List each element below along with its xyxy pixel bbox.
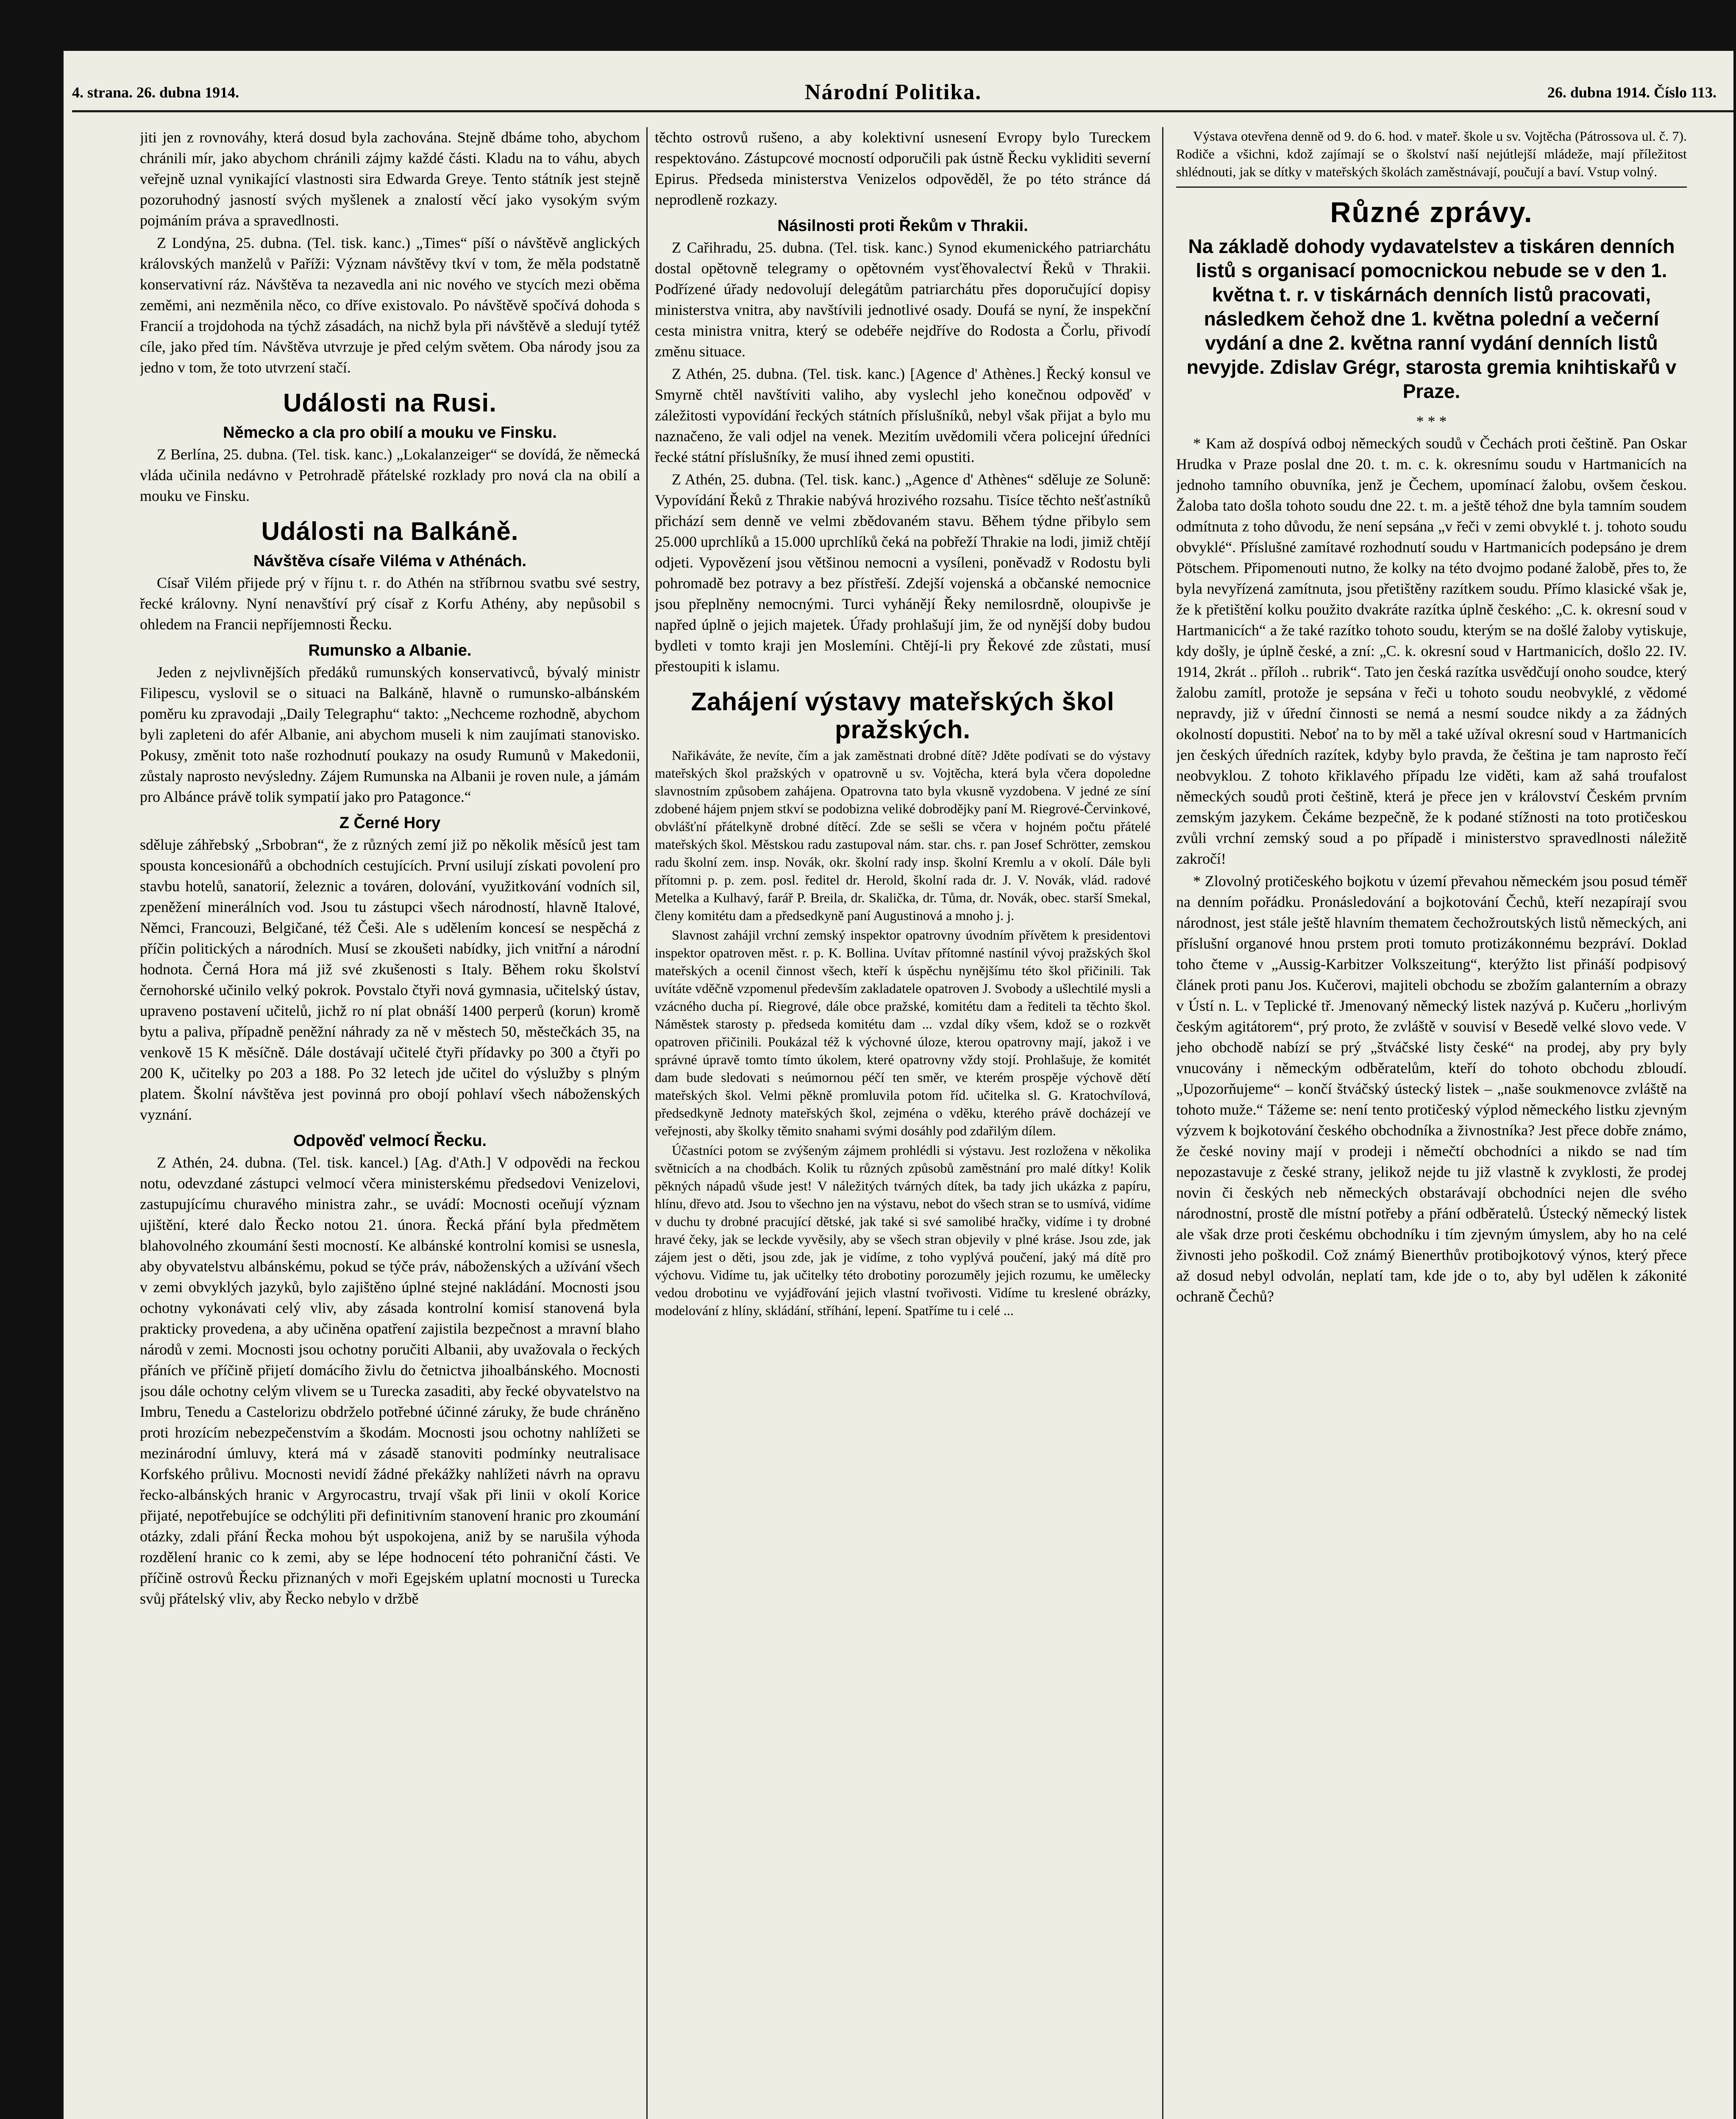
article-heading: Rumunsko a Albanie.: [308, 642, 472, 659]
article-paragraph: Z Athén, 25. dubna. (Tel. tisk. kanc.) „Agence d' Athènes“ sděluje ze Soluně: Vypovídání Řeků z Thrakie nabývá hrozivého rozsahu. Tisíce těchto nešťastníků přichází sem denně ve velmi zbědovaném stavu. Během týdne přibylo sem 25.000 uprchlíků a 15.000 uprchlíků čeká na pobřeží Thrakie na lodi, jimiž chtějí odjeti. Vypovězení jsou většinou nemocni a vysíleni, poněvadž v Rodostu byli pohromadě bez potravy a bez přístřeší. Zdejší vojenská a občanské nemocnice jsou přeplněny nemocnými. Turci vyhánějí Řeky nemilosrdně, oloupivše je napřed úplně o jejich majetek. Úřady prohlašují jim, že od nynější doby budou bydleti v tomto kraji jen Moslemíni. Chtějí-li pry Řekové zde zůstati, musí přestoupiti k islamu.: [655, 471, 1151, 675]
article-paragraph: Nařikáváte, že nevíte, čím a jak zaměstnati drobné dítě? Jděte podívati se do výstavy mateřských škol pražských v opatrovně u sv. Vojtěcha, která byla včera dopoledne slavnostním způsobem zahájena. Opatrovna tato byla vkusně vyzdobena. V jedné ze síní zdobené hájem pnjem stkví se podobizna veliké dobrodějky paní M. Riegrové-Červinkové, obvlášťní přátelkyně drobné dítěcí. Zde se sešli se včera v hojném počtu přátelé mateřských škol. Městskou radu zastupoval nám. star. chs. r. pan Josef Schrötter, zemskou radu školní zem. insp. Novák, okr. školní rady insp. školní Kremlu a v okolí. Dále byli přítomni p. p. zem. posl. ředitel dr. Herold, školní rada dr. J. V. Novák, vlád. radové Metelka a Kulhavý, farář P. Breila, dr. Skalička, dr. Tůma, dr. Novák, obec. starší Smekal, členy komitétu dam a předsedkyně paní Augustinová a mnoho j. j.: [655, 748, 1151, 923]
newspaper-title: Národní Politika.: [804, 80, 982, 104]
separator-stars: * * *: [1416, 413, 1447, 430]
article-heading: Odpověď velmocí Řecku.: [293, 1132, 487, 1150]
article-paragraph: sděluje záhřebský „Srbobran“, že z různých zemí již po několik měsíců jest tam spousta koncesionářů a obchodních cestujících. První usilují získati povolení pro stavbu hotelů, sanatorií, železnic a továren, dolování, využitkování vodních sil, zpeněžení minerálních vod. Jsou tu zástupci všech národností, hlavně Italové, Němci, Francouzi, Belgičané, též Češi. Ale s udělením koncesí se nespěchá z příčin politických a národních. Musí se zkoušeti nabídky, jich vnitřní a národní hodnota. Černá Hora má již své zkušenosti s Italy. Během roku školství černohorské učinilo velký pokrok. Povstalo čtyři nová gymnasia, učitelský ústav, upraveno postavení učitelů, jichž ro ní plat obnáší 1400 perperů (korun) kromě bytu a paliva, případně peněžní náhrady za ně v městech 50, městečkách 35, na venkově 15 K měsíčně. Dále dostávají učitelé čtyři přídavky po 300 a čtyři po 200 K, učitelky po 203 a 188. Po 32 letech jde učitel do výslužby s plným platem. Školní návštěva jest povinná pro obojí pohlaví všech náboženských vyznání.: [140, 836, 640, 1123]
exhibition-notice: Výstava otevřena denně od 9. do 6. hod. v mateř. škole u sv. Vojtěcha (Pátrossova ul. č. 7). Rodiče a všichni, kdož zajímají se o školství naší nejútlejší mládeže, mají příležitost shlédnouti, jak se dítky v mateřských školách zaměstnávají, poučují a baví. Vstup volný.: [1176, 127, 1687, 188]
column-1: [140, 127, 640, 2119]
article-paragraph: Císař Vilém přijede prý v říjnu t. r. do Athén na stříbrnou svatbu své sestry, řecké královny. Nyní nenavštíví prý císař z Korfu Athény, aby nepůsobil s ohledem na Francii nepříjemnosti Řecku.: [140, 574, 640, 633]
column-2: [655, 127, 1151, 2119]
printers-notice: Na základě dohody vydavatelstev a tiskáren denních listů s organisací pomocnickou nebude se v den 1. května t. r. v tiskárnách denních listů pracovati, následkem čehož dne 1. května polední a večerní vydání a dne 2. května ranní vydání denních listů nevyjde. Zdislav Grégr, starosta gremia knihtiskařů v Praze.: [1186, 235, 1677, 402]
article-heading: Německo a cla pro obilí a mouku ve Finsku.: [223, 424, 557, 442]
article-heading: Z Černé Hory: [339, 814, 441, 832]
section-heading-balkan: Události na Balkáně.: [261, 517, 519, 545]
article-paragraph: těchto ostrovů rušeno, a aby kolektivní usnesení Evropy bylo Tureckem respektováno. Zástupcové mocností odporučili pak ústně Řecku vykliditi severní Epirus. Předseda ministerstva Venizelos odpověděl, že po této stránce dá neprodleně rozkazy.: [655, 129, 1151, 208]
article-heading: Násilnosti proti Řekům v Thrakii.: [777, 217, 1028, 235]
article-paragraph: Z Athén, 25. dubna. (Tel. tisk. kanc.) [Agence d' Athènes.] Řecký konsul ve Smyrně chtěl navštíviti valiho, aby vyslechl jeho konečnou odpověď v záležitosti vypovídání řeckých státních příslušníků, nebyl však přijat a bylo mu naznačeno, že vali odjel na venek. Mezitím uvědomili včera policejní úředníci řecké státní příslušníky, že musí ihned zemi opustiti.: [655, 365, 1151, 465]
column-rule: [1162, 127, 1163, 2119]
article-paragraph: Z Londýna, 25. dubna. (Tel. tisk. kanc.) „Times“ píší o návštěvě anglických královských manželů v Paříži: Význam návštěvy tkví v tom, že měla podstatně konservativní ráz. Návštěva ta nezavedla ani nic nového ve stycích mezi oběma zeměmi, ani nezměnila něco, co dříve existovalo. Po návštěvě spočívá dohoda s Francií a trojdohoda na týchž zásadách, na nichž byla při návštěvě a sledují tytéž cíle, jako před tím. Návštěva utvrzuje je před celým světem. Oba národy jsou za jedno v tom, že toto utvrzení stačí.: [140, 234, 640, 376]
article-paragraph: jiti jen z rovnováhy, která dosud byla zachována. Stejně dbáme toho, abychom chránili mír, jako abychom chránili zájmy každé části. Kladu na to váhu, abych veřejně uznal vynikající vlastnosti sira Edwarda Greye. Tento státník jest stejně pozoruhodný jasností svých myšlenek a znalostí věcí jako vysokým svým pojmáním práva a spravedlnosti.: [140, 129, 640, 229]
column-3: [1176, 127, 1687, 2119]
section-heading-rusi: Události na Rusi.: [283, 389, 497, 417]
article-paragraph: * Kam až dospívá odboj německých soudů v Čechách proti češtině. Pan Oskar Hrudka v Praze poslal dne 20. t. m. c. k. okresnímu soudu v Hartmanicích na jednoho tamního obuvníka, jenž je Čechem, upomínací žalobu, ovšem českou. Žaloba tato došla tohoto soudu dne 22. t. m. a ještě téhož dne byla tamním soudem odmítnuta z toho důvodu, že není sepsána „v řeči v zemi obvyklé t. j. tohoto soudu obvyklé“. Příslušné zamítavé rozhodnutí soudu v Hartmanicích podepsáno je drem Pötschem. Připomenouti nutno, že kolky na této dvojmo podané žalobě, přes to, že byla nevyřízená zamítnuta, jsou přetištěny razítkem soudu. Přímo klasické však je, že k přetištění kolku použito dvakráte razítka úplně českého: „C. k. okresní soud v Hartmanicích“ a že také razítko tohoto soudu, kterým se na došlé žaloby vytiskuje, kdy došly, je úplně české, a zní: „C. k. okresní soud v Hartmanicích, došlo 22. IV. 1914, 2krát .. příloh .. rubrik“. Tato jen česká razítka usvědčují onoho soudce, který žalobu zamítl, protože je sepsána v řeči u tohoto soudu neobvyklé, z vědomé nepravdy, již v úřední činnosti se nemá a nesmí soudce nikdy a za žádných okolností dopustiti. Neboť na to by měl a také užíval okresní soud v Hartmanicích jen českých úředních razítek, kdyby bylo pravda, že čeština je tam naprosto řečí neobvyklou. Z tohoto křiklavého případu lze viděti, kam až sahá troufalost německých soudů proti češtině, která je přece jen v království Českém prvním zemským jazykem. Čekáme bezpečně, že k podané stížnosti na toto protičeskou zvůli vrchní zemský soud a po případě i ministerstvo spravedlnosti náležitě zakročí!: [1176, 435, 1687, 867]
article-paragraph: Jeden z nejvlivnějších předáků rumunských konservativců, bývalý ministr Filipescu, vyslovil se o situaci na Balkáně, hlavně o rumunsko-albánském poměru ku zpravodaji „Daily Telegraphu“ takto: „Nechceme rozhodně, abychom byli zapleteni do afér Albanie, ani abychom museli k nim zaujímati stanovisko. Pokusy, změnit toto naše rozhodnutí poukazy na osudy Rumunů v Makedonii, zůstaly naprosto nevýsledny. Zájem Rumunska na Albanii je roven nule, a jámám pro Albánce právě tolik sympatií jako pro Patagonce.“: [140, 664, 640, 805]
masthead-right: 26. dubna 1914. Číslo 113.: [1547, 83, 1717, 101]
article-paragraph: Slavnost zahájil vrchní zemský inspektor opatrovny úvodním přívětem k presidentovi inspektor opatroven měst. r. p. K. Bollina. Uvítav přítomné nastínil vývoj pražských škol mateřských a ocenil činnost všech, kteří k úspěchu nynějšímu této škol přičinili. Tak uvítáte vděčně vzpomenul především zakladatele opatroven J. Svobody a ušlechtilé mysli a vzácného ducha pí. Riegrové, dále obce pražské, komitétu dam a řediteli ta těchto škol. Náměstek starosty p. předseda komitétu dam ... vzdal díky všem, kdož se o rozkvět opatroven přičinili. Poukázal též k výchovné úloze, kterou opatrovny mají, jakož i ve správné úpravě tomto tímto úkolem, které opatrovny vždy stojí. Prohlašuje, že komitét dam bude sledovati s neúmornou péčí ten směr, ve kterém prospěje výchově dětí mateřských škol. Velmi pěkně promluvila potom říd. učitelka sl. G. Kratochvílová, předsedkyně Jednoty mateřských škol, zejména o vděku, kterého právě docházejí ve veřejnosti, aby školky těmito snahami svými dosáhly pod zdařilým dílem.: [655, 927, 1151, 1138]
article-paragraph: * Zlovolný protičeského bojkotu v území převahou německém jsou posud téměř na denním pořádku. Pronásledování a bojkotování Čechů, kteří nezapírají svou národnost, jest stále ještě hlavním thematem čechožroutských listů německých, ani příslušní organové hnou prstem proti tomuto protizákonnému bezpráví. Doklad toho čteme v „Aussig-Karbitzer Volkszeitung“, kterýžto list přináší podpisový článek proti panu Jos. Kučerovi, majiteli obchodu se zbožím galanterním a obrazy v Ústí n. L. v Teplické tř. Jmenovaný německý listek nazývá p. Kučeru „horlivým českým agitátorem“, prý proto, že zvláště v souvisí v Besedě velké slovo vede. V jeho obchodě nabízí se prý „štváčské listy české“ na prodej, aby pry byly vnucovány i německým odběratelům, kteří do tohoto obchodu zbloudí. „Upozorňujeme“ – končí štváčský ústecký listek – „naše soukmenovce zvláště na tohoto muže.“ Tážeme se: není tento protičeský výplod německého listku zjevným výzvem k bojkotování českého obchodníka a živnostníka? Jest přece dobře známo, že české noviny mají v prodeji i němečtí obchodníci a nikdo se nad tím nepozastavuje z české strany, jelikož nejde tu již vlastně k zvyklosti, že prodej novin či českých neb německých obstarávají obchodníci nejen dle svého národnostní, prostě dle místní potřeby a přání odběratelů. Ústecký německý listek ale však drze proti českému obchodníku i tím zjevným úmyslem, aby ho na celé živnosti jeho poškodil. Což známý Bienerthův protibojkotový výnos, který přece až dosud nebyl odvolán, neplatí tam, kde jde o to, aby byl udělen k zákonité ochraně Čechů?: [1176, 873, 1687, 1305]
article-heading: Návštěva císaře Viléma v Athénách.: [253, 552, 527, 570]
article-paragraph: Z Cařihradu, 25. dubna. (Tel. tisk. kanc.) Synod ekumenického patriarchátu dostal opětovně telegramy o opětovném vysťěhovalectví Řeků v Thrakii. Podřízené úřady nedovolují delegátům patriarchátu přes doporučující dopisy ministerstva vnitra, aby navštívili jednotlivé osady. Doufá se nyní, že inspekční cesta ministra vnitra, který se odebéře nejdříve do Rodosta a Čorlu, přivodí změnu situace.: [655, 239, 1151, 360]
masthead-left: 4. strana. 26. dubna 1914.: [72, 83, 239, 101]
article-paragraph: Z Athén, 24. dubna. (Tel. tisk. kancel.) [Ag. d'Ath.] V odpovědi na řeckou notu, odevzdané zástupci velmocí včera ministerskému předsedovi Venizelovi, zastupujícímu churavého ministra zahr., se uvádí: Mocnosti oceňují význam ujištění, které dalo Řecko notou 21. února. Řecká přání byla předmětem blahovolného zkoumání šesti mocností. Ke albánské kontrolní komisi se usnesla, aby obyvatelstvu albánskému, pokud se týče práv, náboženských a užívání všech v zemi obvyklých jazyků, bylo zajištěno úplné stejné nakládání. Mocnosti jsou ochotny vykonávati celý vliv, aby zásada kontrolní komisí stanovená byla prakticky provedena, a aby učiněna opatření zajistila bezpečnost a mravní blaho národů v zemi. Mocnosti jsou ochotny poručiti Albanii, aby uvažovala o řeckých přáních ve příčině přijetí domácího živlu do četnictva jihoalbánského. Mocnosti jsou dále ochotny celým vlivem se u Turecka zasaditi, aby řecké obyvatelstvo na Imbru, Tenedu a Castelorizu obdrželo potřebné účinné záruky, že bude chráněno proti hrozícím nebezpečenstvím a škodám. Mocnosti jsou ochotny nahlížeti se mezinárodní úmluvy, která má v zásadě stanoviti podmínky neutralisace Korfského průlivu. Mocnosti nevidí žádné překážky nahlížeti návrh na opravu řecko-albánských hranic v Argyrocastru, trvají však při linii v okolí Korice přijaté, nepotřebujíce se odchýliti při definitivním stanovení hranic pro zkoumání otázky, zdali přání Řecka mohou být uspokojena, aniž by se narušila výhoda rozdělení hranic co k zemi, aby se lépe hodnocení této pohraniční části. Ve příčině ostrovů Řecku přiznaných v moři Egejském uplatní mocnosti u Turecka svůj přátelský vliv, aby Řecko nebylo v držbě: [140, 1154, 640, 1607]
article-paragraph: Z Berlína, 25. dubna. (Tel. tisk. kanc.) „Lokalanzeiger“ se dovídá, že německá vláda učinila nedávno v Petrohradě přátelské rozklady pro nová cla na obilí a mouku ve Finsku.: [140, 446, 640, 504]
section-heading-vystava: Zahájení výstavy mateřských škol pražských.: [691, 687, 1115, 744]
section-heading-zpravy: Různé zprávy.: [1330, 196, 1533, 228]
masthead: [72, 78, 1733, 112]
article-paragraph: Účastníci potom se zvýšeným zájmem prohlédli si výstavu. Jest rozložena v několika světnicích a na chodbách. Kolik tu různých způsobů zaměstnání pro malé dítky! Kolik pěkných nápadů všude jest! V náležitých tvárných dítek, ba tady jich ukázka z papíru, hlínu, dřevo atd. Jsou to všechno jen na výstavu, nebot do všech stran se to usmívá, vidíme v duchu ty drobné pracující dětské, jak také si své samolibé hračky, vidíme i ty drobné hravé čeky, jak se leckde vyvěsily, aby se všech stran objevily v plné kráse. Jsou zde, jak zájem jest o děti, jsou zde, jak je vidíme, z toho vyplývá poučení, jaký má dítě pro výchovu. Vidíme tu, jak učitelky této drobotiny porozuměly jejich rozumu, ke umělecky vedou drobotinu ve vyjádřování jejich vlastní tvořivosti. Vidíme tu kreslené obrázky, modelování z hlíny, skládání, stříhání, lepení. Spatříme tu i celé ...: [655, 1143, 1151, 1318]
column-rule: [646, 127, 648, 2119]
